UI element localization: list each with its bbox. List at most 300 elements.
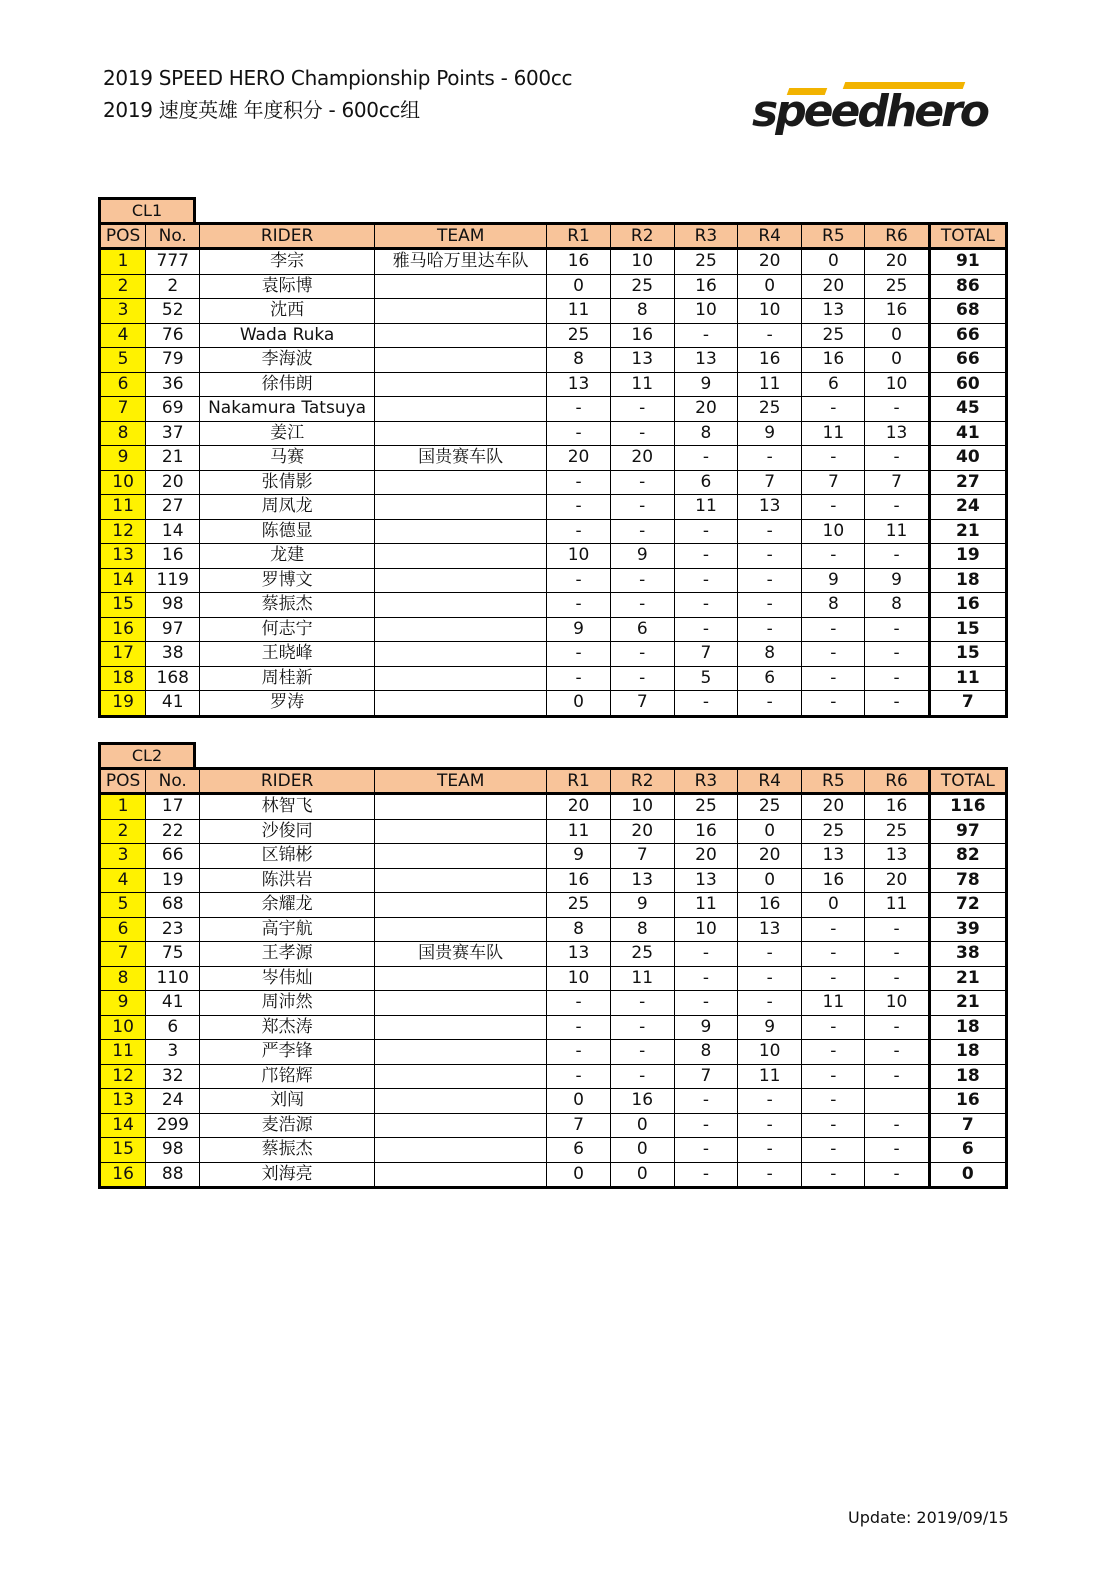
cell-total: 11: [929, 666, 1006, 691]
cell-r2: 0: [610, 1162, 674, 1188]
cell-r6: -: [865, 642, 929, 667]
cell-pos: 16: [100, 1162, 146, 1188]
table-row: [100, 495, 1007, 520]
cell-rider: Wada Ruka: [200, 323, 375, 348]
cell-pos: 12: [100, 519, 146, 544]
cell-total: 18: [929, 1064, 1006, 1089]
table-row: [100, 917, 1007, 942]
cell-rider: 周桂新: [200, 666, 375, 691]
column-header-r6: R6: [865, 769, 929, 794]
cell-total: 116: [929, 794, 1006, 820]
cell-r4: -: [738, 691, 802, 717]
cell-number: 76: [146, 323, 200, 348]
cell-pos: 10: [100, 1015, 146, 1040]
cell-rider: 龙建: [200, 544, 375, 569]
cell-r6: 25: [865, 819, 929, 844]
cell-total: 40: [929, 446, 1006, 471]
cell-r1: 20: [547, 794, 610, 820]
cell-pos: 11: [100, 1040, 146, 1065]
table-row: [100, 397, 1007, 422]
cell-r4: -: [738, 991, 802, 1016]
cell-rider: 陈德显: [200, 519, 375, 544]
cell-r6: -: [865, 666, 929, 691]
cell-r4: 13: [738, 495, 802, 520]
cell-rider: 李海波: [200, 348, 375, 373]
cell-r2: 10: [610, 794, 674, 820]
cell-r5: 10: [802, 519, 865, 544]
cell-pos: 7: [100, 942, 146, 967]
cell-team: [374, 274, 547, 299]
cell-total: 39: [929, 917, 1006, 942]
cell-r4: 25: [738, 397, 802, 422]
cell-number: 299: [146, 1113, 200, 1138]
cell-r4: -: [738, 1089, 802, 1114]
cell-pos: 3: [100, 299, 146, 324]
cell-r2: 7: [610, 844, 674, 869]
cell-r5: 11: [802, 421, 865, 446]
cell-rider: 马赛: [200, 446, 375, 471]
cell-r4: 7: [738, 470, 802, 495]
cell-r5: -: [802, 397, 865, 422]
cell-pos: 12: [100, 1064, 146, 1089]
cell-r1: 11: [547, 819, 610, 844]
cell-number: 37: [146, 421, 200, 446]
cell-r2: 0: [610, 1113, 674, 1138]
cell-number: 119: [146, 568, 200, 593]
cell-r1: -: [547, 1064, 610, 1089]
table-row: [100, 1040, 1007, 1065]
cell-r6: -: [865, 544, 929, 569]
cell-r4: -: [738, 323, 802, 348]
cell-total: 18: [929, 568, 1006, 593]
cell-pos: 18: [100, 666, 146, 691]
cell-rider: 刘海亮: [200, 1162, 375, 1188]
cell-r3: 13: [674, 348, 737, 373]
cell-r3: 20: [674, 397, 737, 422]
cell-r1: 11: [547, 299, 610, 324]
cell-r2: 6: [610, 617, 674, 642]
cell-rider: 邝铭辉: [200, 1064, 375, 1089]
cell-r4: -: [738, 1113, 802, 1138]
column-header-r4: R4: [738, 769, 802, 794]
cell-team: [374, 1162, 547, 1188]
table-row: [100, 991, 1007, 1016]
cell-team: [374, 1113, 547, 1138]
cell-r2: -: [610, 568, 674, 593]
cell-team: [374, 593, 547, 618]
cell-total: 86: [929, 274, 1006, 299]
cell-total: 72: [929, 893, 1006, 918]
cell-r3: 10: [674, 299, 737, 324]
cell-r5: -: [802, 1089, 865, 1114]
cell-team: [374, 323, 547, 348]
cell-number: 68: [146, 893, 200, 918]
cell-r4: -: [738, 446, 802, 471]
cell-r6: -: [865, 446, 929, 471]
cell-number: 6: [146, 1015, 200, 1040]
cell-r3: -: [674, 617, 737, 642]
cell-r5: 16: [802, 868, 865, 893]
cell-total: 21: [929, 519, 1006, 544]
table-row: [100, 299, 1007, 324]
cell-r1: -: [547, 1015, 610, 1040]
cell-r1: 25: [547, 893, 610, 918]
cell-team: [374, 1089, 547, 1114]
cell-team: [374, 1015, 547, 1040]
cell-r1: 10: [547, 544, 610, 569]
table-row: [100, 966, 1007, 991]
cell-r2: -: [610, 397, 674, 422]
cell-rider: 沙俊同: [200, 819, 375, 844]
cell-number: 19: [146, 868, 200, 893]
standings-table-cl1: [98, 222, 1008, 718]
cell-r3: -: [674, 1113, 737, 1138]
cell-r5: -: [802, 495, 865, 520]
cell-r3: 25: [674, 794, 737, 820]
cell-total: 82: [929, 844, 1006, 869]
cell-team: [374, 991, 547, 1016]
cell-total: 27: [929, 470, 1006, 495]
cell-r1: 9: [547, 844, 610, 869]
column-header-rider: RIDER: [200, 224, 375, 249]
cell-total: 66: [929, 348, 1006, 373]
cell-r1: -: [547, 470, 610, 495]
cell-rider: 罗博文: [200, 568, 375, 593]
cell-r3: 6: [674, 470, 737, 495]
cell-r1: 20: [547, 446, 610, 471]
cell-total: 24: [929, 495, 1006, 520]
cell-rider: 王孝源: [200, 942, 375, 967]
cell-total: 91: [929, 249, 1006, 275]
cell-r5: -: [802, 942, 865, 967]
cell-r5: 7: [802, 470, 865, 495]
cell-r5: 6: [802, 372, 865, 397]
cell-r4: 10: [738, 299, 802, 324]
table-row: [100, 1089, 1007, 1114]
cell-pos: 4: [100, 868, 146, 893]
column-header-r5: R5: [802, 769, 865, 794]
cell-r2: 11: [610, 966, 674, 991]
cell-r1: -: [547, 642, 610, 667]
cell-number: 98: [146, 1138, 200, 1163]
cell-r6: 25: [865, 274, 929, 299]
cell-r5: -: [802, 446, 865, 471]
cell-team: [374, 495, 547, 520]
cell-r2: 13: [610, 868, 674, 893]
cell-pos: 5: [100, 893, 146, 918]
cell-r4: 6: [738, 666, 802, 691]
cell-r2: 7: [610, 691, 674, 717]
column-header-r2: R2: [610, 769, 674, 794]
cell-r1: 13: [547, 942, 610, 967]
cell-rider: 余耀龙: [200, 893, 375, 918]
cell-number: 41: [146, 991, 200, 1016]
cell-r3: 10: [674, 917, 737, 942]
cell-r6: 9: [865, 568, 929, 593]
cell-r4: -: [738, 966, 802, 991]
title-english: 2019 SPEED HERO Championship Points - 600cc: [103, 66, 573, 90]
cell-r3: 5: [674, 666, 737, 691]
cell-r4: 0: [738, 868, 802, 893]
cell-rider: 陈洪岩: [200, 868, 375, 893]
column-header-pos: POS: [100, 224, 146, 249]
class-tag-cl1: CL1: [98, 197, 196, 222]
cell-r4: 8: [738, 642, 802, 667]
cell-number: 23: [146, 917, 200, 942]
column-header-r2: R2: [610, 224, 674, 249]
cell-number: 66: [146, 844, 200, 869]
cell-r1: 7: [547, 1113, 610, 1138]
cell-number: 24: [146, 1089, 200, 1114]
cell-r6: -: [865, 617, 929, 642]
cell-r2: 8: [610, 917, 674, 942]
cell-rider: 岑伟灿: [200, 966, 375, 991]
cell-r2: 25: [610, 274, 674, 299]
cell-total: 45: [929, 397, 1006, 422]
cell-pos: 15: [100, 593, 146, 618]
cell-r6: 10: [865, 991, 929, 1016]
cell-total: 0: [929, 1162, 1006, 1188]
cell-r1: 0: [547, 1162, 610, 1188]
cell-r3: 11: [674, 893, 737, 918]
cell-r1: 16: [547, 868, 610, 893]
cell-number: 27: [146, 495, 200, 520]
cell-rider: 刘闯: [200, 1089, 375, 1114]
column-header-r3: R3: [674, 224, 737, 249]
cell-r2: 8: [610, 299, 674, 324]
cell-r6: 7: [865, 470, 929, 495]
table-row: [100, 942, 1007, 967]
cell-rider: 蔡振杰: [200, 1138, 375, 1163]
cell-team: [374, 1064, 547, 1089]
cell-r3: 7: [674, 642, 737, 667]
cell-r5: -: [802, 642, 865, 667]
cell-r3: -: [674, 1138, 737, 1163]
cell-pos: 8: [100, 421, 146, 446]
cell-rider: Nakamura Tatsuya: [200, 397, 375, 422]
cell-r4: 10: [738, 1040, 802, 1065]
cell-r1: 9: [547, 617, 610, 642]
cell-r6: 20: [865, 249, 929, 275]
cell-number: 2: [146, 274, 200, 299]
cell-r4: -: [738, 942, 802, 967]
cell-pos: 6: [100, 372, 146, 397]
cell-r5: -: [802, 966, 865, 991]
cell-number: 38: [146, 642, 200, 667]
cell-total: 7: [929, 1113, 1006, 1138]
cell-pos: 13: [100, 1089, 146, 1114]
cell-r3: 16: [674, 819, 737, 844]
cell-r1: -: [547, 1040, 610, 1065]
table-row: [100, 617, 1007, 642]
cell-number: 22: [146, 819, 200, 844]
cell-rider: 何志宁: [200, 617, 375, 642]
cell-team: [374, 617, 547, 642]
cell-r6: -: [865, 1162, 929, 1188]
column-header-r3: R3: [674, 769, 737, 794]
cell-r6: 10: [865, 372, 929, 397]
cell-r2: 16: [610, 323, 674, 348]
cell-r1: -: [547, 666, 610, 691]
cell-r6: 13: [865, 421, 929, 446]
cell-rider: 袁际博: [200, 274, 375, 299]
column-header-r4: R4: [738, 224, 802, 249]
cell-r3: -: [674, 593, 737, 618]
table-row: [100, 274, 1007, 299]
cell-rider: 郑杰涛: [200, 1015, 375, 1040]
cell-r5: 25: [802, 323, 865, 348]
cell-r3: 8: [674, 1040, 737, 1065]
column-header-r1: R1: [547, 769, 610, 794]
cell-rider: 张倩影: [200, 470, 375, 495]
cell-r2: -: [610, 1064, 674, 1089]
table-row: [100, 1162, 1007, 1188]
cell-number: 98: [146, 593, 200, 618]
cell-r5: -: [802, 1015, 865, 1040]
cell-r5: 11: [802, 991, 865, 1016]
cell-r1: 6: [547, 1138, 610, 1163]
cell-r4: 11: [738, 1064, 802, 1089]
cell-pos: 8: [100, 966, 146, 991]
cell-r6: 13: [865, 844, 929, 869]
cell-r3: -: [674, 568, 737, 593]
cell-pos: 10: [100, 470, 146, 495]
header-row: [100, 224, 1007, 249]
cell-r3: -: [674, 1089, 737, 1114]
cell-r5: -: [802, 1064, 865, 1089]
cell-number: 69: [146, 397, 200, 422]
cell-team: 国贵赛车队: [374, 446, 547, 471]
cell-r2: 0: [610, 1138, 674, 1163]
cell-r6: -: [865, 942, 929, 967]
cell-r6: 0: [865, 323, 929, 348]
cell-pos: 2: [100, 274, 146, 299]
column-header-rider: RIDER: [200, 769, 375, 794]
cell-team: [374, 966, 547, 991]
table-row: [100, 642, 1007, 667]
cell-r2: 25: [610, 942, 674, 967]
cell-pos: 5: [100, 348, 146, 373]
cell-r4: -: [738, 1162, 802, 1188]
table-row: [100, 819, 1007, 844]
cell-rider: 罗涛: [200, 691, 375, 717]
cell-total: 38: [929, 942, 1006, 967]
cell-r6: 8: [865, 593, 929, 618]
cell-total: 6: [929, 1138, 1006, 1163]
cell-r2: -: [610, 991, 674, 1016]
cell-pos: 3: [100, 844, 146, 869]
cell-r3: -: [674, 544, 737, 569]
cell-r6: 11: [865, 893, 929, 918]
cell-number: 97: [146, 617, 200, 642]
header-row: [100, 769, 1007, 794]
column-header-number: No.: [146, 769, 200, 794]
table-row: [100, 249, 1007, 275]
cell-pos: 14: [100, 1113, 146, 1138]
cell-r5: 0: [802, 893, 865, 918]
cell-total: 41: [929, 421, 1006, 446]
cell-r5: 13: [802, 299, 865, 324]
table-row: [100, 568, 1007, 593]
cell-r3: -: [674, 691, 737, 717]
table-row: [100, 593, 1007, 618]
cell-r4: -: [738, 1138, 802, 1163]
cell-pos: 11: [100, 495, 146, 520]
cell-r6: 0: [865, 348, 929, 373]
class-tag-cl2: CL2: [98, 742, 196, 767]
cell-r4: 20: [738, 844, 802, 869]
column-header-number: No.: [146, 224, 200, 249]
cell-r1: -: [547, 991, 610, 1016]
cell-r2: 9: [610, 893, 674, 918]
cell-r4: 16: [738, 348, 802, 373]
cell-pos: 13: [100, 544, 146, 569]
cell-number: 88: [146, 1162, 200, 1188]
title-chinese: 2019 速度英雄 年度积分 - 600cc组: [103, 98, 420, 122]
cell-total: 16: [929, 593, 1006, 618]
column-header-r5: R5: [802, 224, 865, 249]
cell-r1: 16: [547, 249, 610, 275]
cell-rider: 林智飞: [200, 794, 375, 820]
cell-team: [374, 568, 547, 593]
column-header-pos: POS: [100, 769, 146, 794]
cell-team: [374, 893, 547, 918]
cell-r3: -: [674, 519, 737, 544]
cell-rider: 李宗: [200, 249, 375, 275]
table-row: [100, 844, 1007, 869]
cell-r4: 13: [738, 917, 802, 942]
cell-team: [374, 868, 547, 893]
cell-r1: 25: [547, 323, 610, 348]
table-row: [100, 1113, 1007, 1138]
cell-pos: 17: [100, 642, 146, 667]
standings-table-cl2: [98, 767, 1008, 1189]
cell-r1: 0: [547, 274, 610, 299]
cell-r5: 20: [802, 274, 865, 299]
cell-team: [374, 1138, 547, 1163]
cell-r5: 16: [802, 348, 865, 373]
speedhero-logo: [752, 80, 992, 148]
cell-team: [374, 421, 547, 446]
cell-r3: -: [674, 991, 737, 1016]
cell-r2: -: [610, 421, 674, 446]
cell-r2: -: [610, 642, 674, 667]
cell-r2: 11: [610, 372, 674, 397]
cell-team: [374, 519, 547, 544]
cell-total: 16: [929, 1089, 1006, 1114]
column-header-team: TEAM: [374, 769, 547, 794]
cell-r5: 8: [802, 593, 865, 618]
cell-r4: 9: [738, 421, 802, 446]
cell-team: [374, 544, 547, 569]
cell-r5: 9: [802, 568, 865, 593]
cell-number: 41: [146, 691, 200, 717]
cell-r3: 9: [674, 372, 737, 397]
cell-r6: 11: [865, 519, 929, 544]
cell-rider: 蔡振杰: [200, 593, 375, 618]
cell-r5: -: [802, 1138, 865, 1163]
cell-r6: -: [865, 397, 929, 422]
cell-r5: -: [802, 691, 865, 717]
cell-r4: -: [738, 617, 802, 642]
table-row: [100, 323, 1007, 348]
cell-r1: -: [547, 568, 610, 593]
cell-rider: 区锦彬: [200, 844, 375, 869]
cell-r5: -: [802, 666, 865, 691]
cell-r2: -: [610, 1015, 674, 1040]
cell-number: 3: [146, 1040, 200, 1065]
cell-total: 60: [929, 372, 1006, 397]
